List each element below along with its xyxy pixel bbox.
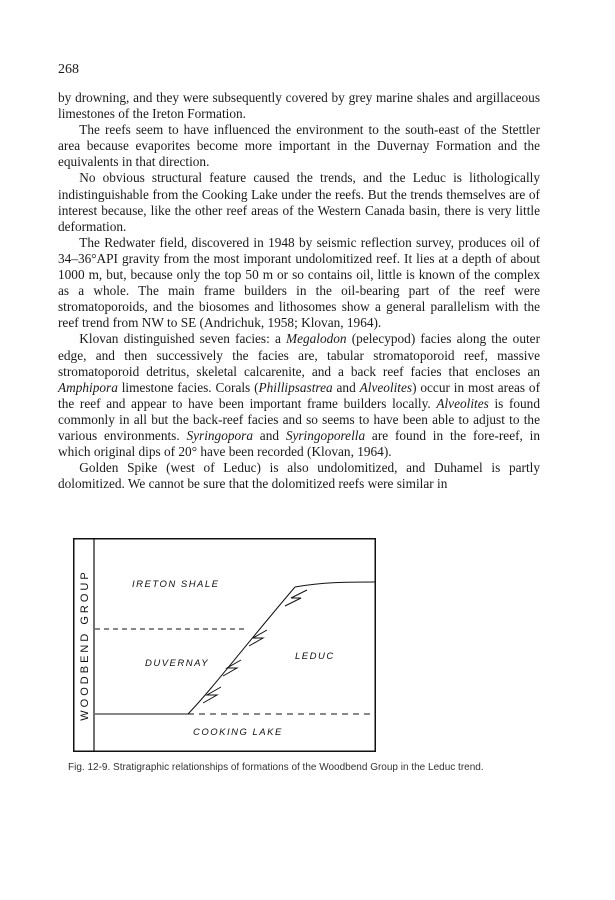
text-run: and xyxy=(252,427,286,443)
stratigraphic-figure xyxy=(73,538,376,752)
text-run: ) occur in most areas of the reef and appear to have been important frame builders locally. xyxy=(58,379,540,411)
italic-term: Alveolites xyxy=(436,395,489,411)
italic-term: Alveolites xyxy=(359,379,413,395)
page-number: 268 xyxy=(58,62,79,77)
italic-term: Syringopora xyxy=(186,427,253,443)
facies-change-symbol xyxy=(249,630,267,646)
facies-change-symbol xyxy=(285,590,307,606)
paragraph xyxy=(58,122,540,170)
text-run: No obvious structural feature caused the trends, and the Leduc is lithologically indistinguishable from the Cooking Lake under the reefs. But the trends themselves are of interest because, like the other reef areas of the Western Canada basin, there is very little deformation. xyxy=(58,170,540,234)
cooking-lake-label: COOKING LAKE xyxy=(193,727,283,738)
leduc-top-boundary xyxy=(295,582,375,587)
body-text xyxy=(58,90,540,492)
paragraph xyxy=(58,460,540,492)
paragraph xyxy=(58,170,540,234)
text-run: is found commonly in all but the back-reef facies and so seems to have been able to adjust to the various environments. xyxy=(58,395,540,443)
italic-term: Amphipora xyxy=(58,379,118,395)
italic-term: Syringoporella xyxy=(285,427,366,443)
text-run: Golden Spike (west of Leduc) is also undolomitized, and Duhamel is partly dolomitized. We cannot be sure that the dolomitized reefs were similar in xyxy=(58,460,540,492)
leduc-label: LEDUC xyxy=(295,651,335,662)
figure-diagram xyxy=(73,538,376,752)
text-run: are found in the fore-reef, in which original dips of 20° have been recorded (Klovan, 1964). xyxy=(58,427,540,460)
text-run: The Redwater field, discovered in 1948 by seismic reflection survey, produces oil of 34–36°API gravity from the most imporant undolomitized reef. It lies at a depth of about 1000 m, but, because only the top 50 m or so contains oil, little is known of the complex as a whole. The main frame builders in the oil-bearing part of the reef were stromatoporoids, and the biosomes and lithosomes show a general parallelism with the reef trend from NW to SE (Andrichuk, 1958; Klovan, 1964). xyxy=(58,234,540,331)
duvernay-label: DUVERNAY xyxy=(145,658,210,669)
reef-slope-outer xyxy=(188,587,295,714)
text-run: limestone facies. Corals ( xyxy=(117,379,259,395)
facies-change-symbol xyxy=(203,687,221,703)
paragraph xyxy=(58,331,540,460)
figure-caption: Fig. 12-9. Stratigraphic relationships of formations of the Woodbend Group in the Leduc trend. xyxy=(68,762,484,773)
text-run: (pelecypod) facies along the outer edge, and then successively the facies are, tabular stromatoporoid reef, massive stromatoporoid detritus, skeletal calcarenite, and a back reef facies that encloses an xyxy=(58,331,541,379)
figure-frame xyxy=(74,539,376,752)
text-run: by drowning, and they were subsequently covered by grey marine shales and argillaceous limestones of the Ireton Formation. xyxy=(58,90,540,122)
group-label: WOODBEND GROUP xyxy=(79,569,91,721)
paragraph xyxy=(58,90,540,122)
text-run: Klovan distinguished seven facies: a xyxy=(79,331,287,347)
italic-term: Megalodon xyxy=(286,331,347,347)
text-run: and xyxy=(332,379,360,395)
paragraph xyxy=(58,235,540,332)
italic-term: Phillipsastrea xyxy=(258,379,333,395)
text-run: The reefs seem to have influenced the environment to the south-east of the Stettler area because evaporites become more important in the Duvernay Formation and the equivalents in that direction. xyxy=(58,122,540,170)
ireton-shale-label: IRETON SHALE xyxy=(132,579,220,590)
